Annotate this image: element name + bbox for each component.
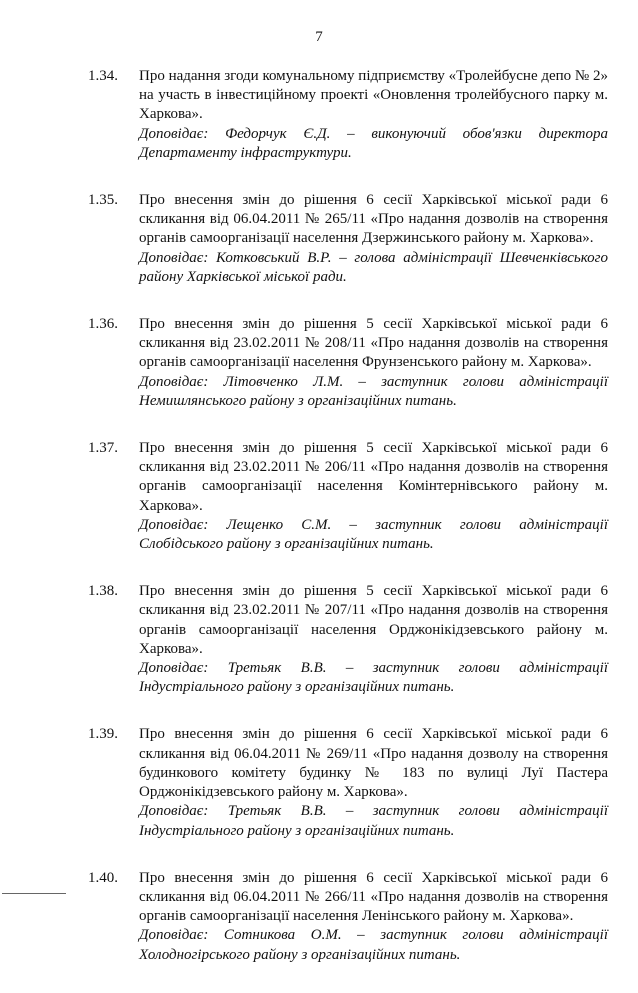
item-speaker: Доповідає: Лещенко С.М. – заступник голови адміністрації Слобідського району з організаційних питань.	[139, 516, 608, 553]
item-number: 1.37.	[88, 440, 118, 457]
item-number: 1.35.	[88, 192, 118, 209]
agenda-item	[88, 315, 608, 411]
item-speaker: Доповідає: Третьяк В.В. – заступник голови адміністрації Індустріального району з організаційних питань.	[139, 660, 608, 696]
item-speaker: Доповідає: Федорчук Є.Д. – виконуючий обов'язки директора Департаменту інфраструктури.	[139, 125, 608, 161]
item-title: Про внесення змін до рішення 5 сесії Харківської міської ради 6 скликання від 23.02.2011 № 206/11 «Про надання дозволів на створення органів самоорганізації населення Комінтернівського району м. Харкова».	[139, 440, 608, 514]
item-number: 1.36.	[88, 316, 118, 333]
item-number: 1.40.	[88, 869, 118, 886]
agenda-item	[88, 869, 608, 965]
agenda-item	[88, 191, 608, 287]
item-speaker: Доповідає: Літовченко Л.М. – заступник голови адміністрації Немишлянського району з організаційних питань.	[139, 373, 608, 409]
agenda-item	[88, 439, 608, 554]
agenda-item	[88, 725, 608, 840]
agenda-item	[88, 582, 608, 697]
item-title: Про внесення змін до рішення 6 сесії Харківської міської ради 6 скликання від 06.04.2011 № 269/11 «Про надання дозволу на створення будинкового комітету будинку № 183 по вулиці Луї Пастера Орджонікідзевського району м. Харкова».	[139, 726, 608, 801]
item-speaker: Доповідає: Котковський В.Р. – голова адміністрації Шевченківського району Харківської міської ради.	[139, 249, 608, 285]
item-number: 1.34.	[88, 68, 118, 84]
item-speaker: Доповідає: Сотникова О.М. – заступник голови адміністрації Холодногірського району з організаційних питань.	[139, 927, 608, 963]
item-title: Про внесення змін до рішення 6 сесії Харківської міської ради 6 скликання від 06.04.2011 № 266/11 «Про надання дозволів на створення органів самоорганізації населення Ленінського району м. Харкова».	[139, 869, 608, 925]
item-speaker: Доповідає: Третьяк В.В. – заступник голови адміністрації Індустріального району з організаційних питань.	[139, 803, 608, 839]
item-title: Про внесення змін до рішення 5 сесії Харківської міської ради 6 скликання від 23.02.2011 № 208/11 «Про надання дозволів на створення органів самоорганізації населення Фрунзенського району м. Харкова».	[139, 316, 608, 371]
page-number: 7	[315, 29, 323, 45]
item-title: Про надання згоди комунальному підприємству «Тролейбусне депо № 2» на участь в інвестиційному проекті «Оновлення тролейбусного парку м. Харкова».	[139, 68, 608, 123]
footer-rule	[2, 893, 66, 894]
item-number: 1.39.	[88, 726, 118, 743]
agenda-items	[88, 67, 608, 993]
agenda-item	[88, 67, 608, 163]
item-title: Про внесення змін до рішення 5 сесії Харківської міської ради 6 скликання від 23.02.2011 № 207/11 «Про надання дозволів на створення органів самоорганізації населення Орджонікідзевського району м. Харкова».	[139, 583, 608, 657]
item-number: 1.38.	[88, 583, 118, 600]
item-title: Про внесення змін до рішення 6 сесії Харківської міської ради 6 скликання від 06.04.2011 № 265/11 «Про надання дозволів на створення органів самоорганізації населення Дзержинського району м. Харкова».	[139, 192, 608, 247]
